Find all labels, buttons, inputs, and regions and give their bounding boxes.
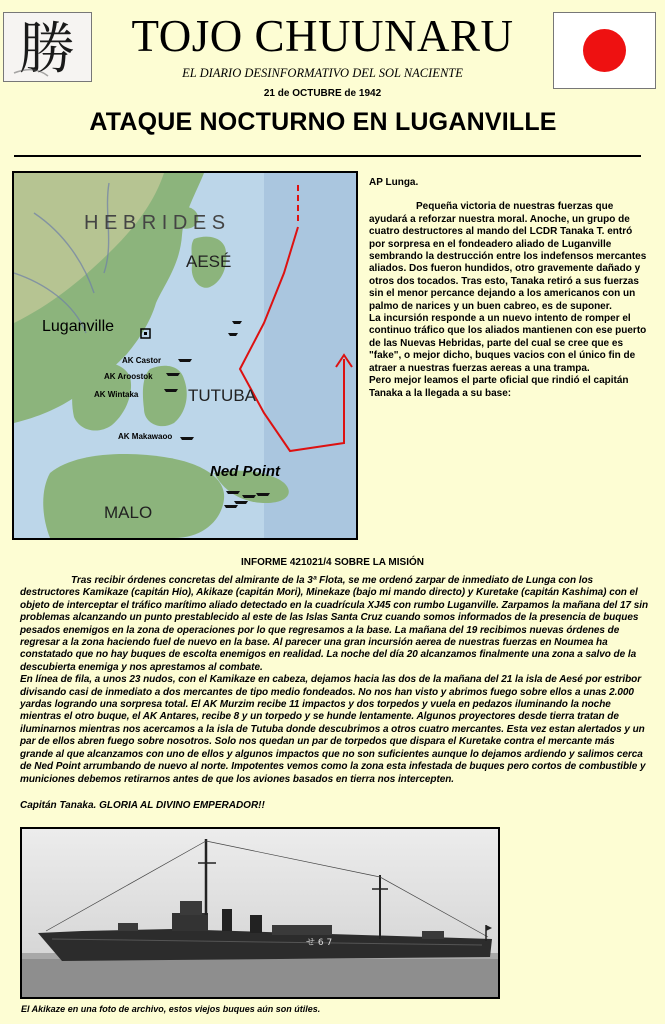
japanese-flag-icon (553, 12, 656, 89)
map-graphic (14, 173, 356, 538)
masthead-title: TOJO CHUUNARU (131, 11, 514, 61)
article-body (369, 177, 648, 400)
map-label-luganville: Luganville (42, 318, 115, 335)
logo-glyph: 勝 (19, 17, 75, 81)
hull-number: せ 6 7 (306, 938, 333, 948)
ship-label-aroostok: AK Aroostok (104, 372, 153, 381)
report-title: INFORME 421021/4 SOBRE LA MISIÓN (240, 557, 424, 568)
article-paragraph: Pero mejor leamos el parte oficial que rindió el capitán Tanaka a la llegada a su base: (369, 375, 629, 399)
report-body (20, 575, 650, 786)
article-paragraph: La incursión responde a un nuevo intento de romper el continuo tráfico que los aliados mantienen con ese puerto de las Nuevas Hebridas, parte del cual se cree que es "fake", o mejor dicho, buques vacios con el único fin de atraer a nuestras fuerzas aereas a una trampa. (369, 313, 647, 374)
map-label-ned-point: Ned Point (210, 463, 280, 480)
battle-map (12, 171, 358, 540)
malo-island (43, 454, 224, 538)
report-paragraph: En línea de fila, a unos 23 nudos, con el Kamikaze en cabeza, dejamos hacia las dos de la mañana del 21 la isla de Aesé por estribor divisando casi de inmediato a dos mercantes de tipo medio fondeados. No nos han visto y abrimos fuego sobre ellos a unas 2.000 yardas logrando una sorpresa total. El AK Murzim recibe 11 impactos y dos torpedos y vuela en pedazos iluminando la noche mientras el otro buque, el AK Antares, recibe 8 y un torpedo y se hunde lentamente. Algunos proyectores desde tierra tratan de iluminarnos mientras nos acercamos a la isla de Tutuba donde descubrimos a otros cuatro mercantes. Esta vez estan alertados y un par de ellos abren fuego sobre nosotros. Solo nos quedan un par de torpedos que dispara el Kuretake contra el mercante más grande al que alcanzamos con uno de ellos y algunos impactos que no son suficientes aunque lo dejamos ardiendo y salimos cerca de Ned Point arrumbando de nuevo al norte. Impotentes vemos como la zona esta infestada de buques pero cortos de combustible y municiones debemos retirarnos antes de que los aviones basados en tierra nos intercepten. (20, 674, 646, 785)
map-label-tutuba: TUTUBA (188, 386, 256, 405)
ship-label-wintaka: AK Wintaka (94, 390, 139, 399)
photo-caption: El Akikaze en una foto de archivo, estos viejos buques aún son útiles. (21, 1004, 321, 1014)
newspaper-logo (3, 12, 92, 82)
destroyer-photo (20, 827, 500, 999)
map-label-hebrides: H E B R I D E S (84, 212, 226, 234)
rising-sun-disc (583, 29, 626, 72)
destroyer-image (22, 829, 498, 997)
map-label-aese: AESÉ (186, 252, 232, 271)
map-label-malo: MALO (104, 503, 153, 522)
report-signature: Capitán Tanaka. GLORIA AL DIVINO EMPERADOR!! (20, 800, 265, 811)
masthead-subtitle: EL DIARIO DESINFORMATIVO DEL SOL NACIENTE (182, 66, 463, 80)
funnel-1 (222, 909, 232, 931)
ship-label-castor: AK Castor (122, 356, 162, 365)
article-paragraph: Pequeña victoria de nuestras fuerzas que ayudará a reforzar nuestra moral. Anoche, un grupo de cuatro destructores al mando del LCDR Tanaka T. entró por sorpresa en el fondeadero aliado de Luganville sembrando la destrucción entre los indefensos mercantes aliados. Dos fueron hundidos, otro gravemente dañado y otros dos tocados. Tras esto, Tanaka retiró a sus fuerzas sin el menor percance dejando a los americanos con un palmo de narices y un buen cabreo, es de suponer. (369, 201, 647, 312)
headline: ATAQUE NOCTURNO EN LUGANVILLE (89, 108, 557, 136)
article-place: AP Lunga. (369, 177, 419, 188)
dateline: 21 de OCTUBRE de 1942 (263, 88, 382, 99)
funnel-2 (250, 915, 262, 933)
calligraphy-logo-icon (4, 13, 91, 81)
ship-label-makawaoo: AK Makawaoo (118, 432, 173, 441)
report-paragraph: Tras recibir órdenes concretas del almirante de la 3ª Flota, se me ordenó zarpar de inmediato de Lunga con los destructores Kamikaze (capitán Hio), Akikaze (capitán Mori), Minekaze (bajo mi mando directo) y Kuretake (capitán Kashima) con el objeto de interceptar el tráfico marítimo aliado detectado en la cuadrícula XJ45 con rumbo Luganville. Zarpamos la mañana del 17 sin problemas alcanzando un punto prestablecido al este de las Islas Santa Cruz cuando somos informados de la presencia de buques pesados enemigos en la zona de operaciones por lo que regresamos a la base. La mañana del 19 recibimos nuevas órdenes de regresar a la zona haciendo fuel de nuevo en la base. Al parecer una gran incursión aerea de nuestras fuerzas en Noumea ha constatado que no hay buques de escolta enemigos en realidad. La noche del día 20 alcanzamos finalmente una zona a salvo de la descubierta enemiga y nos aprestamos al combate. (20, 575, 649, 673)
headline-divider (14, 155, 641, 157)
